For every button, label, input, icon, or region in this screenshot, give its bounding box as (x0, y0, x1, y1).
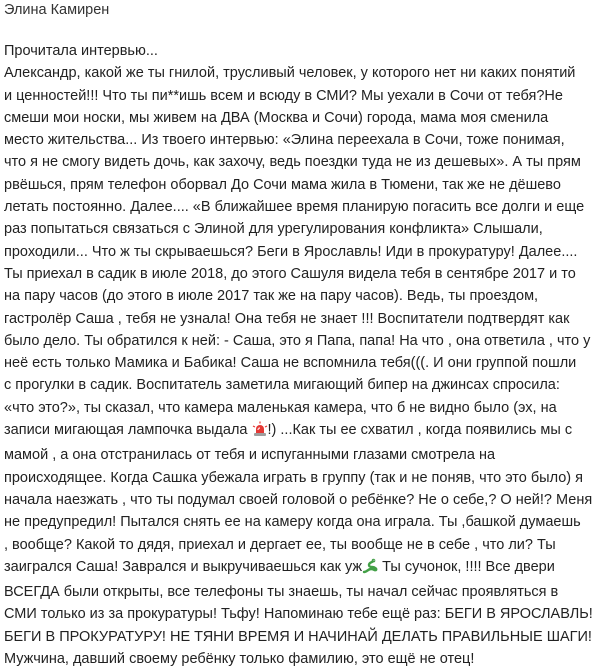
text-line: , вообще? Какой то дядя, приехал и дергает ее, ты вообще не в себе , что ли? Ты (4, 536, 556, 553)
text-line: рвёшься, прям телефон оборвал До Сочи мама жила в Тюмени, так же не дёшево (4, 176, 561, 193)
text-line: на пару часов (до этого в июле 2017 так же на пару часов). Ведь, ты проездом, (4, 288, 539, 305)
text-line (4, 419, 608, 444)
text-line: неё есть только Мамика и Бабика! Саша не вспомнила тебя(((. И они группой пошли (4, 355, 577, 372)
text-line: не предупредил! Пытался снять ее на камеру когда она играла. Ты ,башкой думаешь (4, 514, 581, 531)
text-line: летать постоянно. Далее.... «В ближайшее время планирую погасить все долги и еще (4, 199, 585, 216)
text-line: что я не смогу видеть дочь, как захочу, ведь поездки туда не из дешевых». А ты прям (4, 154, 581, 171)
text-line: Мужчина, давший своему ребёнку только фамилию, это ещё не отец! (4, 651, 475, 668)
text-fragment: Ты сучонок, !!!! Все двери (378, 558, 555, 575)
post-text (4, 40, 608, 670)
post (4, 0, 608, 670)
text-line: БЕГИ В ПРОКУРАТУРУ! НЕ ТЯНИ ВРЕМЯ И НАЧИНАЙ ДЕЛАТЬ ПРАВИЛЬНЫЕ ШАГИ! (4, 628, 592, 645)
text-line: гастролёр Саша , тебя не узнала! Она тебя не знает !!! Воспитатели подтвердят как (4, 310, 570, 327)
text-line: ВСЕГДА были открыты, все телефоны ты знаешь, ты начал сейчас проявляться в (4, 584, 559, 601)
text-fragment: !) ...Как ты ее схватил , когда появились мы с (267, 422, 573, 439)
text-line: мамой , а она отстранилась от тебя и испуганными глазами смотрела на (4, 447, 496, 464)
text-line: проходили... Что ж ты скрываешься? Беги в Ярославль! Иди в прокуратуру! Далее.... (4, 243, 578, 260)
text-line: Александр, какой же ты гнилой, трусливый человек, у которого нет ни каких понятий (4, 65, 576, 82)
text-line: было дело. Ты обратился к ней: - Саша, это я Папа, папа! На что , она ответила , что у (4, 332, 591, 349)
text-line: Ты приехал в садик в июле 2018, до этого Сашуля видела тебя в сентябре 2017 и то (4, 265, 576, 282)
text-line (4, 556, 608, 581)
text-line: происходящее. Когда Сашка убежала играть в группу (так и не поняв, что это было) я (4, 469, 583, 486)
text-line: и ценностей!!! Что ты пи**ишь всем и всюду в СМИ? Мы уехали в Сочи от тебя?Не (4, 87, 563, 104)
text-line: раз попытаться связаться с Элиной для урегулирования конфликта» Слышали, (4, 221, 543, 238)
text-line: смеши мои носки, мы живем на ДВА (Москва и Сочи) города, мама моя сменила (4, 109, 549, 126)
text-line: начала наезжать , что ты подумал своей головой о ребёнке? Не о себе,? О ней!? Меня (4, 491, 593, 508)
text-line: Прочитала интервью... (4, 43, 158, 59)
text-fragment: заигрался Саша! Заврался и выкручиваешься как уж (4, 558, 363, 575)
siren-icon (252, 421, 268, 444)
author-name[interactable]: Элина Камирен (4, 2, 110, 18)
text-line: «что это?», ты сказал, что камера маленькая камера, что б не видно было (эх, на (4, 399, 557, 416)
snake-icon (362, 558, 378, 581)
text-fragment: записи мигающая лампочка выдала (4, 422, 248, 439)
text-line: с прогулки в садик. Воспитатель заметила мигающий бипер на джинсах спросила: (4, 377, 560, 394)
text-line: место жительства... Из твоего интервью: «Элина переехала в Сочи, тоже понимая, (4, 132, 565, 149)
text-line: СМИ только из за прокуратуры! Тьфу! Напоминаю тебе ещё раз: БЕГИ В ЯРОСЛАВЛЬ! (4, 606, 593, 623)
